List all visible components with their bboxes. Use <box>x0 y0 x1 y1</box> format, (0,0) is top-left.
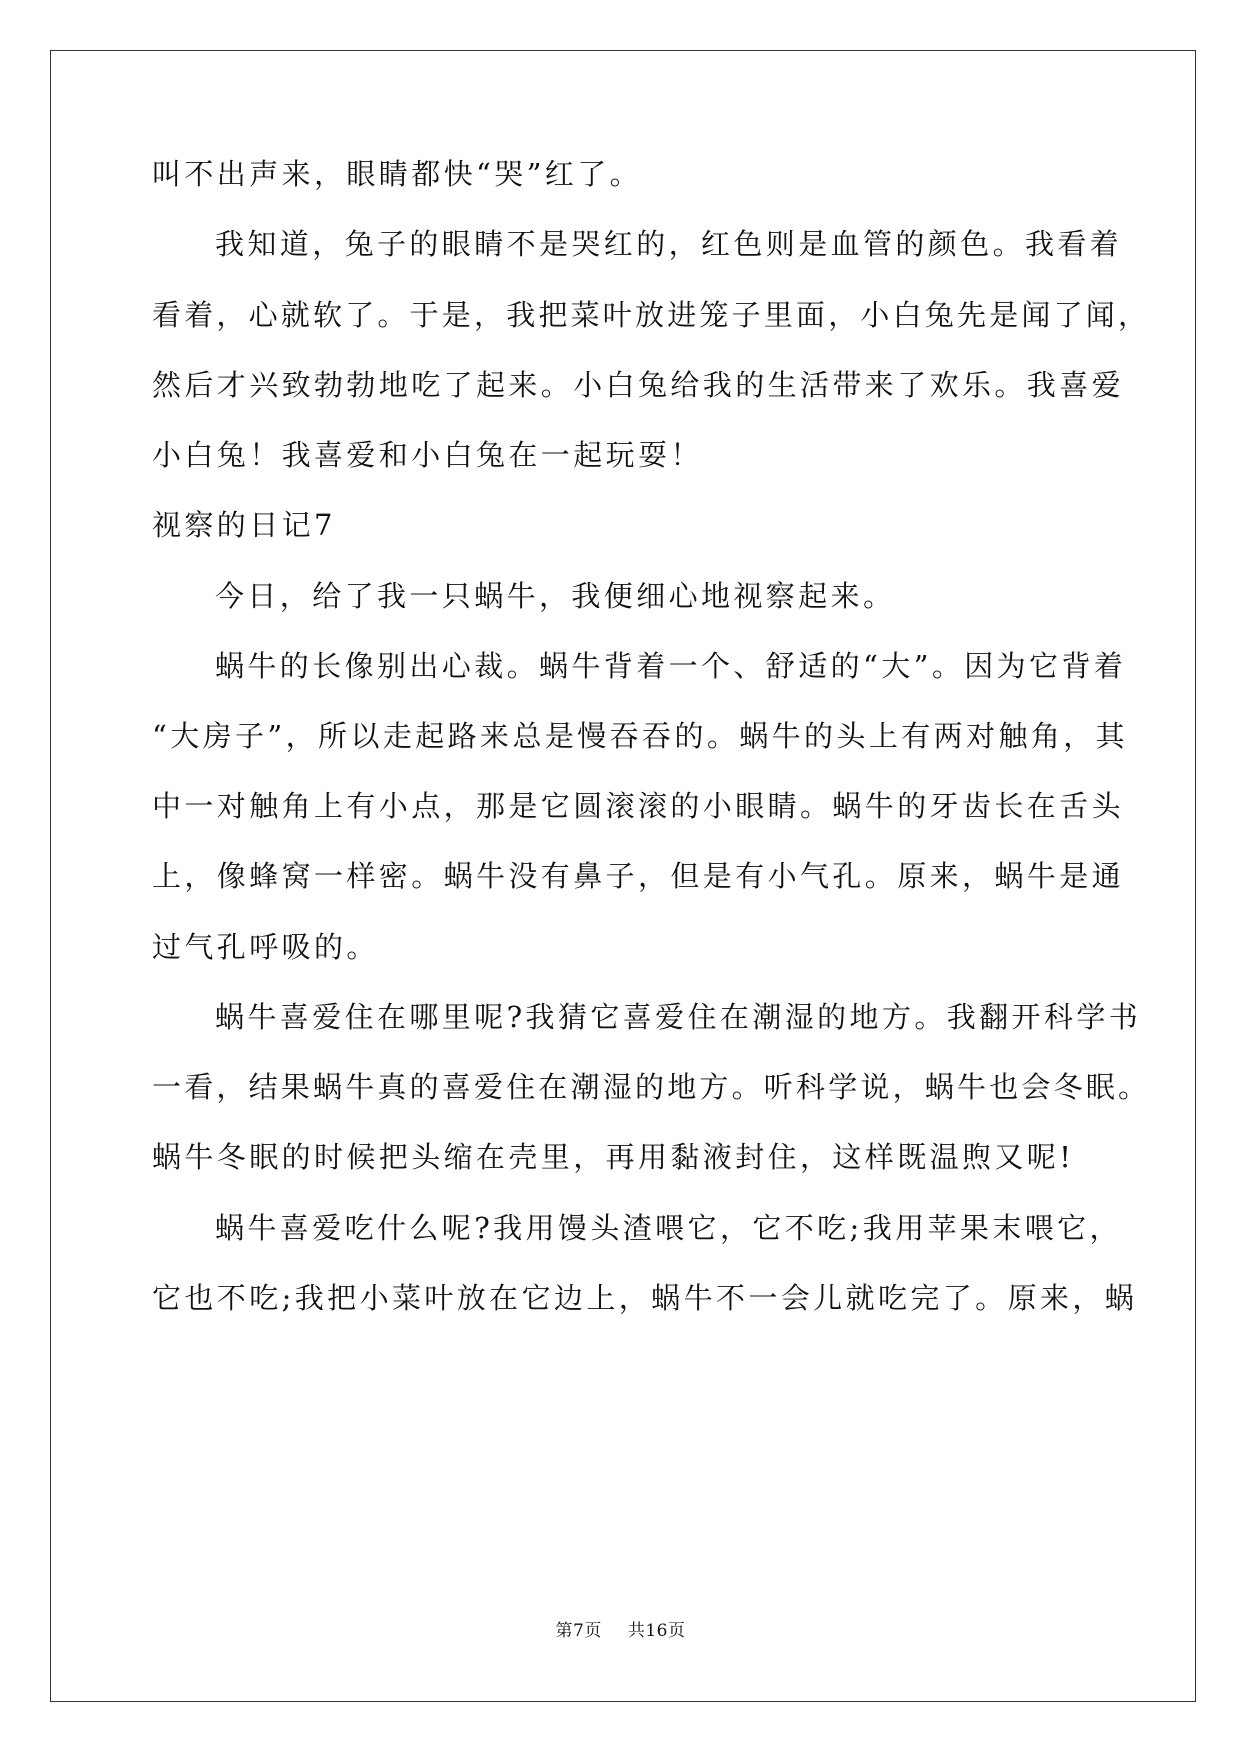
text-line-3: 看着，心就软了。于是，我把菜叶放进笼子里面，小白兔先是闻了闻， <box>152 298 1151 332</box>
text-line-11: 上，像蜂窝一样密。蜗牛没有鼻子，但是有小气孔。原来，蜗牛是通 <box>152 859 1125 893</box>
page-footer <box>0 1619 1241 1643</box>
text-line-5: 小白兔！我喜爱和小白兔在一起玩耍！ <box>152 438 703 472</box>
text-line-1: 叫不出声来，眼睛都快“哭”红了。 <box>152 157 643 191</box>
text-line-12: 过气孔呼吸的。 <box>152 930 379 964</box>
text-line-17: 它也不吃;我把小菜叶放在它边上，蜗牛不一会儿就吃完了。原来，蜗 <box>152 1281 1138 1315</box>
page-number: 第7页 <box>555 1621 602 1641</box>
section-heading: 视察的日记7 <box>152 508 336 542</box>
text-line-2: 我知道，兔子的眼睛不是哭红的，红色则是血管的颜色。我看着 <box>215 227 1123 261</box>
text-line-10: 中一对触角上有小点，那是它圆滚滚的小眼睛。蜗牛的牙齿长在舌头 <box>152 789 1125 823</box>
text-line-14: 一看，结果蜗牛真的喜爱住在潮湿的地方。听科学说，蜗牛也会冬眠。 <box>152 1070 1151 1104</box>
text-line-4: 然后才兴致勃勃地吃了起来。小白兔给我的生活带来了欢乐。我喜爱 <box>152 368 1125 402</box>
text-line-7: 今日，给了我一只蜗牛，我便细心地视察起来。 <box>215 579 896 613</box>
text-line-8: 蜗牛的长像别出心裁。蜗牛背着一个、舒适的“大”。因为它背着 <box>215 649 1127 683</box>
text-line-13: 蜗牛喜爱住在哪里呢?我猜它喜爱住在潮湿的地方。我翻开科学书 <box>215 1000 1142 1034</box>
page-total: 共16页 <box>627 1621 686 1641</box>
text-line-16: 蜗牛喜爱吃什么呢?我用馒头渣喂它，它不吃;我用苹果末喂它， <box>215 1211 1122 1245</box>
text-line-9: “大房子”，所以走起路来总是慢吞吞的。蜗牛的头上有两对触角，其 <box>152 719 1129 753</box>
text-line-15: 蜗牛冬眠的时候把头缩在壳里，再用黏液封住，这样既温煦又呢! <box>152 1140 1075 1174</box>
